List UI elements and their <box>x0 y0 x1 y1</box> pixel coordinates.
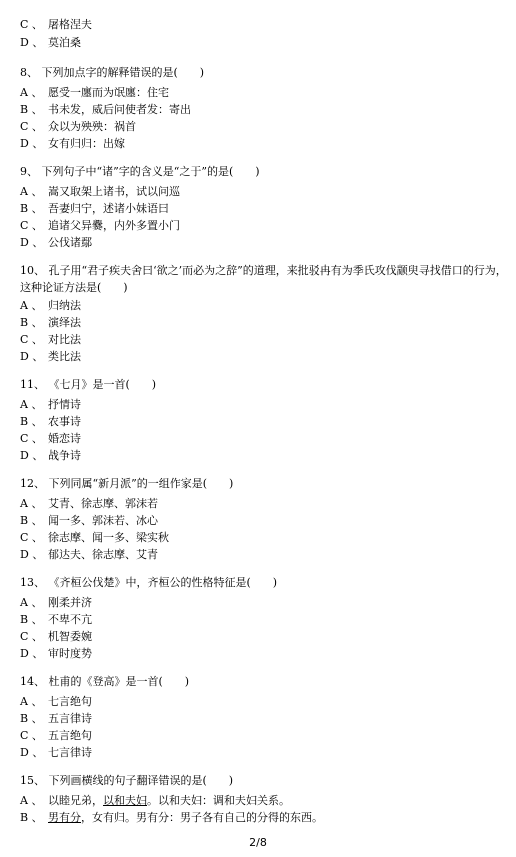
option-b: B 、 五言律诗 <box>20 712 92 725</box>
option-c: C 、 徐志摩、闻一多、梁实秋 <box>20 531 169 544</box>
option-b: B 、 男有分，女有归。男有分：男子各有自己的分得的东西。 <box>20 811 323 824</box>
option-a: A 、 归纳法 <box>20 299 81 312</box>
option-b: B 、 农事诗 <box>20 415 81 428</box>
option-a: A 、 艾青、徐志摩、郭沫若 <box>20 497 158 510</box>
question-10-stem: 10、 孔子用“君子疾夫舍曰‘欲之’而必为之辞”的道理，来批驳冉有为季氏攻伐颛臾寻找借口的行为，这种论证方法是( ) <box>20 264 507 294</box>
option-d: D 、 莫泊桑 <box>20 36 81 49</box>
option-b: B 、 不卑不亢 <box>20 613 92 626</box>
option-a: A 、 七言绝句 <box>20 695 92 708</box>
option-c: C 、 屠格涅夫 <box>20 18 92 31</box>
question-9-stem: 9、 下列句子中“诸”字的含义是“之于”的是( ) <box>20 165 260 178</box>
underlined-phrase: 以和夫妇 <box>103 794 147 807</box>
option-c: C 、 婚恋诗 <box>20 432 81 445</box>
option-a: A 、 以睦兄弟，以和夫妇。以和夫妇：调和夫妇关系。 <box>20 794 290 807</box>
option-a: A 、 抒情诗 <box>20 398 81 411</box>
option-d: D 、 女有归归：出嫁 <box>20 137 125 150</box>
option-c: C 、 五言绝句 <box>20 729 92 742</box>
option-a: A 、 刚柔并济 <box>20 596 92 609</box>
option-b: B 、 演绎法 <box>20 316 81 329</box>
option-c: C 、 追诸父异爨，内外多置小门 <box>20 219 180 232</box>
option-b: B 、 书未发，威后问使者发：寄出 <box>20 103 191 116</box>
option-c: C 、 对比法 <box>20 333 81 346</box>
option-d: D 、 战争诗 <box>20 449 81 462</box>
question-14-stem: 14、 杜甫的《登高》是一首( ) <box>20 675 190 688</box>
option-c: C 、 众以为殃殃：祸首 <box>20 120 136 133</box>
option-d: D 、 类比法 <box>20 350 81 363</box>
option-d: D 、 公伐诸鄢 <box>20 236 92 249</box>
option-d: D 、 审时度势 <box>20 647 92 660</box>
underlined-phrase: 男有分 <box>48 811 81 824</box>
option-a: A 、 愿受一廛而为氓廛：住宅 <box>20 86 169 99</box>
question-8-stem: 8、 下列加点字的解释错误的是( ) <box>20 66 205 79</box>
option-a: A 、 嵩又取架上诸书，试以问巡 <box>20 185 180 198</box>
question-12-stem: 12、 下列同属“新月派”的一组作家是( ) <box>20 477 234 490</box>
question-13-stem: 13、 《齐桓公伐楚》中，齐桓公的性格特征是( ) <box>20 576 278 589</box>
question-11-stem: 11、 《七月》是一首( ) <box>20 378 157 391</box>
option-b: B 、 闻一多、郭沫若、冰心 <box>20 514 158 527</box>
option-d: D 、 郁达夫、徐志摩、艾青 <box>20 548 158 561</box>
page-number: 2/8 <box>249 836 267 849</box>
option-c: C 、 机智委婉 <box>20 630 92 643</box>
option-b: B 、 吾妻归宁，述诸小妹语曰 <box>20 202 169 215</box>
question-15-stem: 15、 下列画横线的句子翻译错误的是( ) <box>20 774 234 787</box>
option-d: D 、 七言律诗 <box>20 746 92 759</box>
